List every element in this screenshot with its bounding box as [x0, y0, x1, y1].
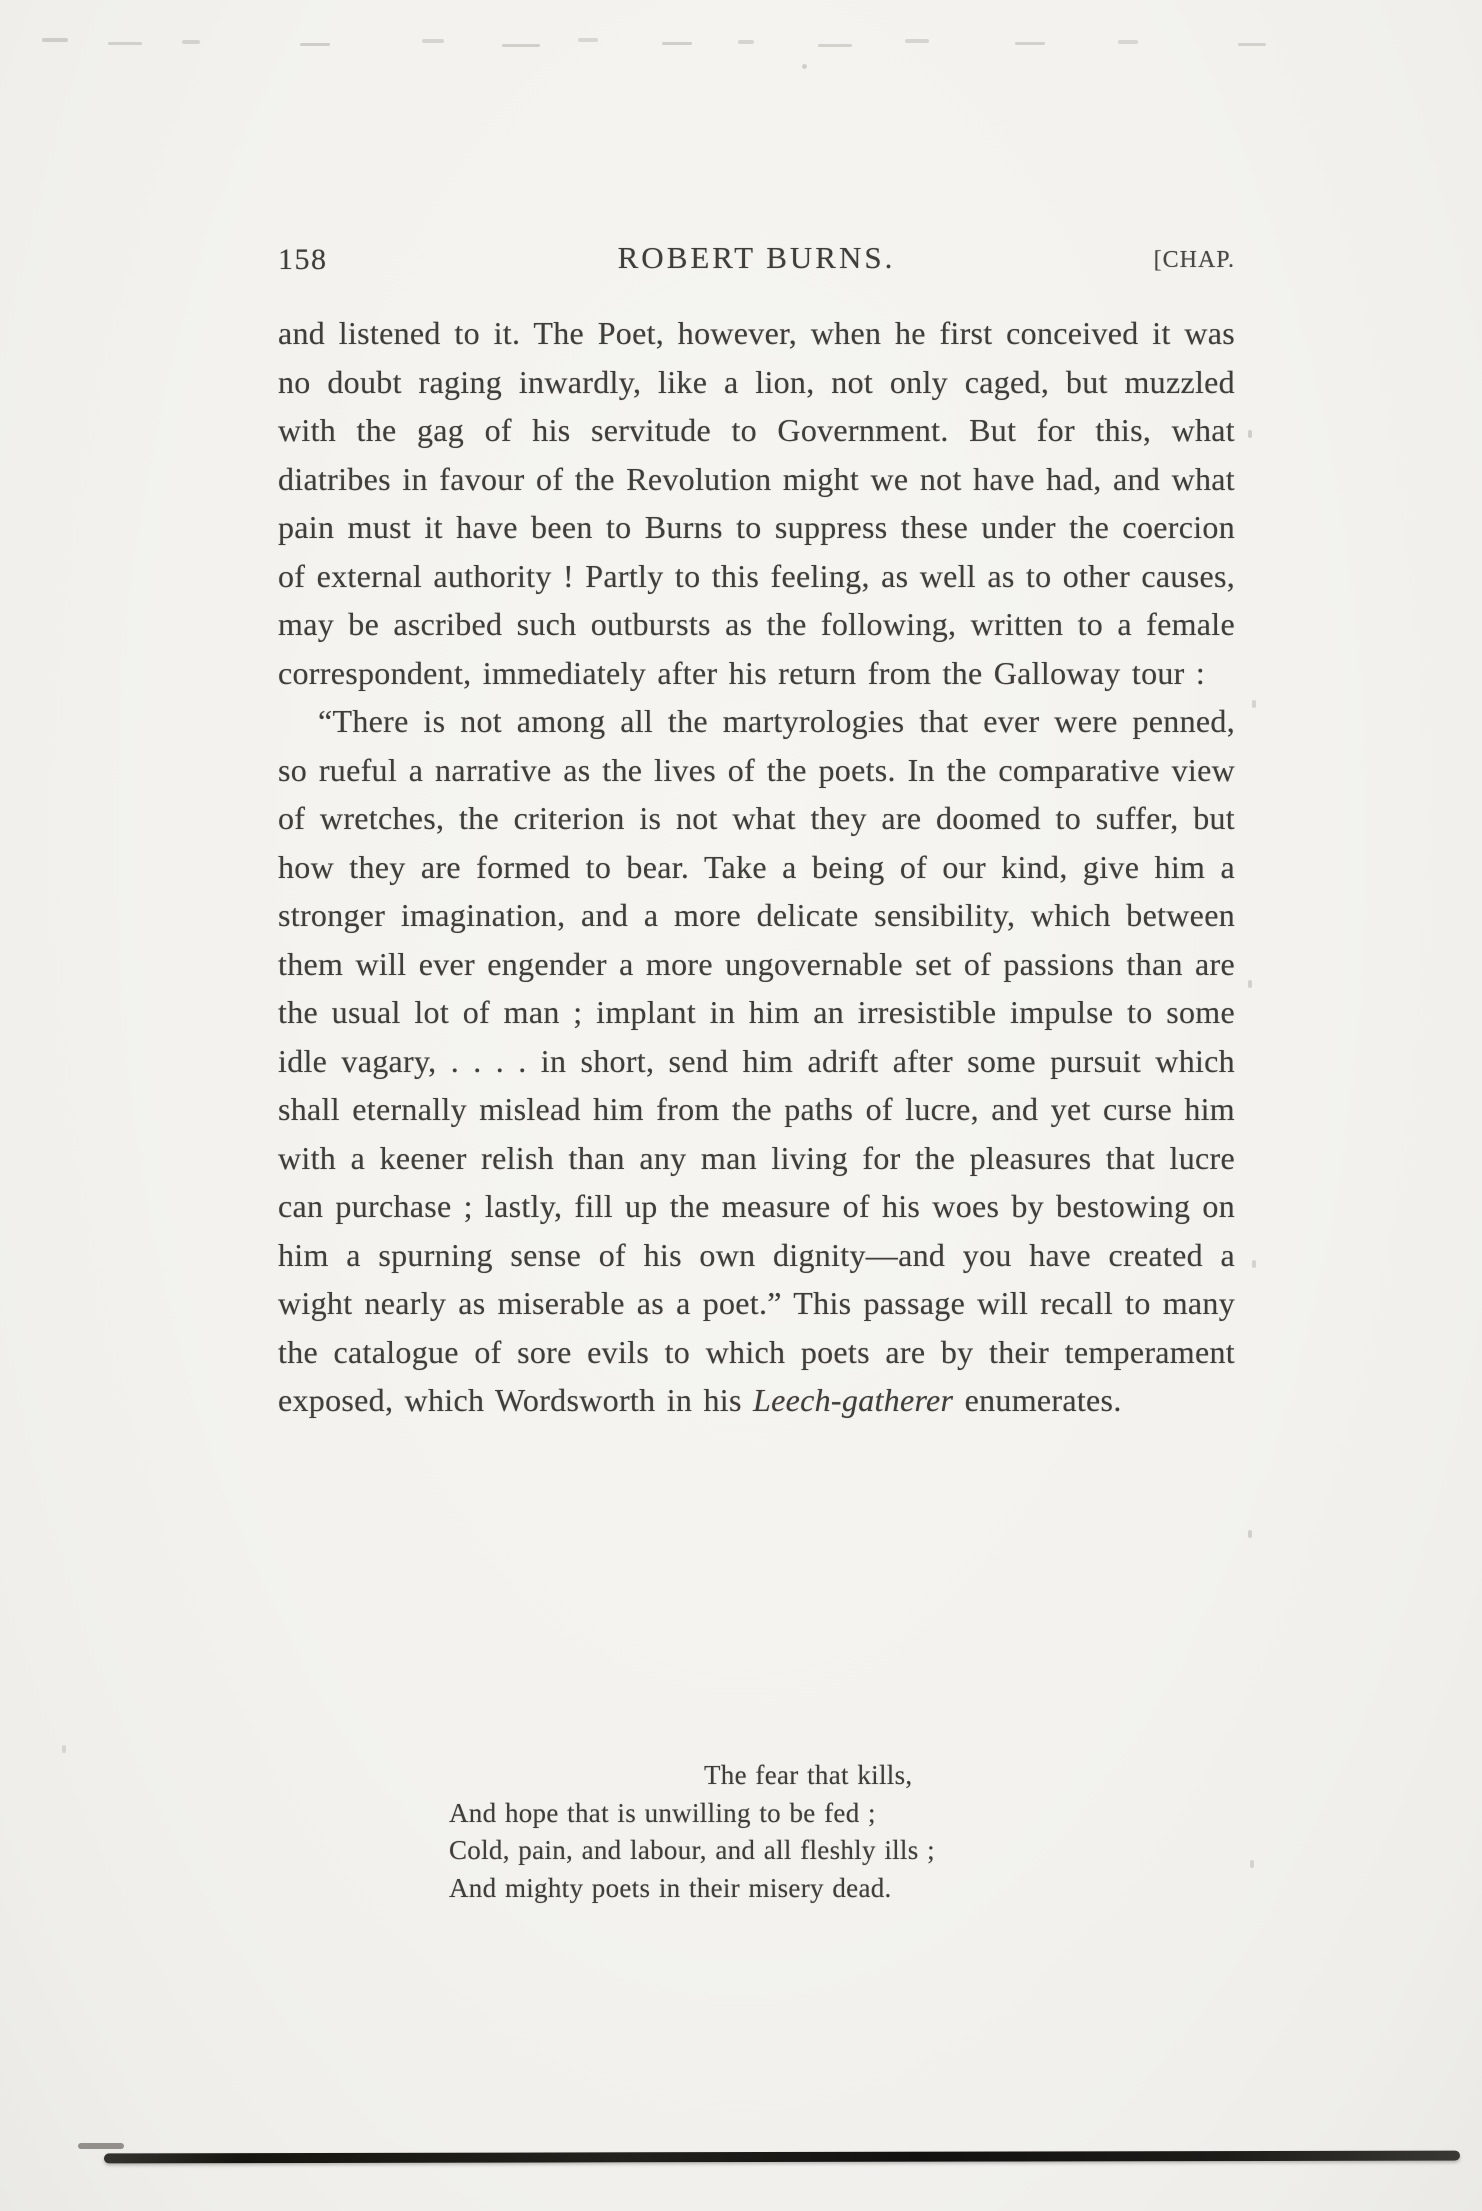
scan-edge-line	[104, 2151, 1460, 2164]
page-number: 158	[278, 243, 328, 276]
scan-artifact	[1238, 43, 1266, 46]
paragraph	[278, 309, 1235, 697]
scan-artifact	[662, 42, 692, 45]
italic-text: Leech-gatherer	[753, 1382, 954, 1418]
verse-line: And mighty poets in their misery dead.	[449, 1872, 892, 1903]
scan-edge-mark	[78, 2143, 124, 2149]
body-text-block	[278, 309, 1235, 1425]
running-head	[278, 240, 1235, 286]
scan-artifact	[182, 40, 200, 44]
verse-quotation	[449, 1757, 935, 1907]
paragraph	[278, 697, 1235, 1425]
scan-artifact	[1248, 980, 1252, 988]
text-segment: and listened to it. The Poet, however, when he first conceived it was no doubt raging inwardly, like a lion, not only caged, but muzzled with the gag of his servitude to Government. But for this, what diatribes in favour of the Revolution might we not have had, and what pain must it have been to Burns to suppress these under the coercion of external authority ! Partly to this feeling, as well as to other causes, may be ascribed such outbursts as the following, written to a female correspondent, immediately after his return from the Galloway tour :	[278, 315, 1235, 691]
scan-artifact	[422, 39, 444, 43]
scan-artifact	[1252, 700, 1256, 708]
scan-artifact	[1250, 1860, 1254, 1868]
chapter-label: [CHAP.	[1153, 247, 1235, 273]
scan-artifact	[905, 39, 929, 43]
scan-artifact	[802, 64, 807, 69]
scan-artifact	[1248, 430, 1252, 438]
scan-artifact	[108, 42, 142, 45]
scan-artifact	[818, 44, 852, 47]
scan-artifact	[738, 40, 754, 44]
text-segment: “There is not among all the martyrologies that ever were penned, so rueful a narrative as the lives of the poets. In the comparative view of wretches, the criterion is not what they are doomed to suffer, but how they are formed to bear. Take a being of our kind, give him a stronger imagination, and a more delicate sensibility, which between them will ever engender a more ungovernable set of passions than are the usual lot of man ; implant in him an irresistible impulse to some idle vagary, . . . . in short, send him adrift after some pursuit which shall eternally mislead him from the paths of lucre, and yet curse him with a keener relish than any man living for the pleasures that lucre can purchase ; lastly, fill up the measure of his woes by bestowing on him a spurning sense of his own dignity—and you have created a wight nearly as miserable as a poet.” This passage will recall to many the catalogue of sore evils to which poets are by their temperament exposed, which Wordsworth in his	[278, 703, 1235, 1418]
verse-line: And hope that is unwilling to be fed ;	[449, 1797, 876, 1828]
scan-artifact	[1118, 40, 1138, 44]
scan-artifact	[578, 38, 598, 42]
scan-artifact	[502, 44, 540, 47]
verse-line: The fear that kills,	[704, 1760, 913, 1790]
scan-artifact	[62, 1745, 66, 1753]
text-segment: enumerates.	[953, 1382, 1122, 1418]
scan-artifact	[42, 38, 68, 42]
scan-artifact	[1015, 42, 1045, 45]
scan-artifact	[1252, 1260, 1256, 1268]
verse-line: Cold, pain, and labour, and all fleshly ills ;	[449, 1835, 935, 1865]
running-title: ROBERT BURNS.	[617, 240, 896, 275]
scan-artifact	[1248, 1530, 1252, 1538]
scan-artifact	[300, 43, 330, 46]
